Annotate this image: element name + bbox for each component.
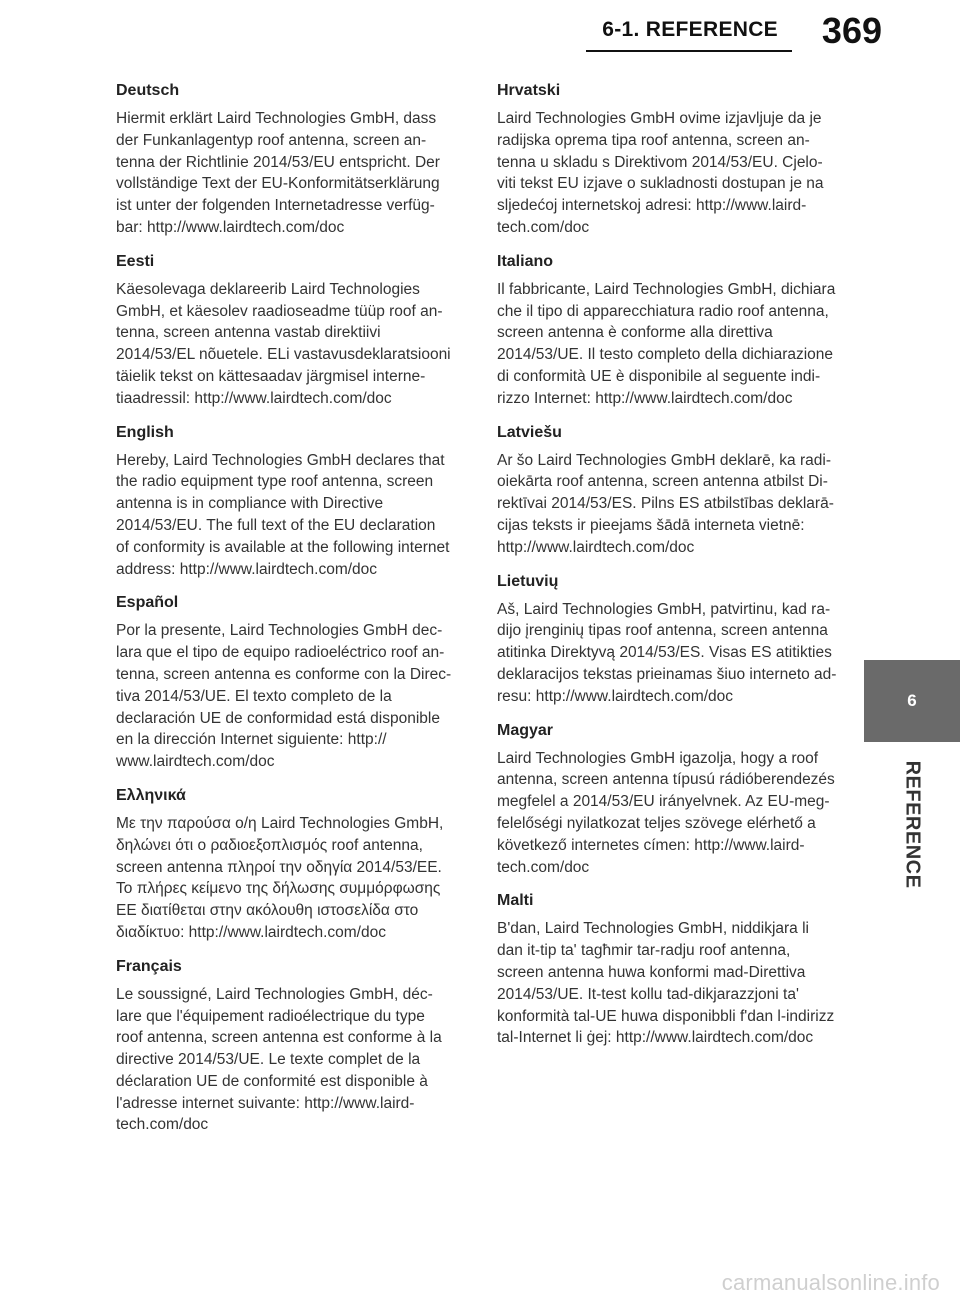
section-eesti xyxy=(116,251,468,410)
section-deutsch xyxy=(116,80,468,239)
section-body: Ar šo Laird Technologies GmbH deklarē, ka radi- oiekārta roof antenna, screen antenna atbilst Di- rektīvai 2014/53/ES. Pilns ES atbilstības deklarā- cijas teksts ir pieejams šādā interneta vietnē: http://www.lairdtech.com/doc xyxy=(497,451,834,556)
section-ellinika xyxy=(116,785,468,944)
right-column xyxy=(497,80,849,1061)
section-english xyxy=(116,422,468,581)
section-heading: Lietuvių xyxy=(497,572,559,590)
section-heading: Hrvatski xyxy=(497,82,561,99)
section-heading: Deutsch xyxy=(116,82,180,99)
section-malti xyxy=(497,890,849,1049)
section-italiano xyxy=(497,251,849,410)
section-body: Με την παρούσα ο/η Laird Technologies GmbH, δηλώνει ότι ο ραδιοεξοπλισμός roof antenna, screen antenna πληροί την οδηγία 2014/53/ΕΕ. Το πλήρες κείμενο της δήλωσης συμμόρφωσης ΕΕ διατίθεται στην ακόλουθη ιστοσελίδα στο διαδίκτυο: http://www.lairdtech.com/doc xyxy=(116,814,444,941)
chapter-number: 6 xyxy=(907,691,917,710)
header-divider xyxy=(586,50,792,52)
left-column xyxy=(116,80,468,1148)
section-body: Il fabbricante, Laird Technologies GmbH, dichiara che il tipo di apparecchiatura radio roof antenna, screen antenna è conforme alla direttiva 2014/53/UE. Il testo completo della dichiarazione di conformità UE è disponibile al seguente indi- rizzo Internet: http://www.lairdtech.com/doc xyxy=(497,280,836,407)
section-body: Käesolevaga deklareerib Laird Technologies GmbH, et käesolev raadioseadme tüüp roof an- tenna, screen antenna vastab direktiivi 2014/53/EL nõuetele. ELi vastavusdeklaratsiooni täielik tekst on kättesaadav järgmisel interne- tiaadressil: http://www.lairdtech.com/doc xyxy=(116,280,451,407)
header-title: 6-1. REFERENCE xyxy=(602,18,778,41)
section-hrvatski xyxy=(497,80,849,239)
section-body: B'dan, Laird Technologies GmbH, niddikjara li dan it-tip ta' tagħmir tar-radju roof antenna, screen antenna huwa konformi mad-Direttiva 2014/53/UE. It-test kollu tad-dikjarazzjoni ta' konformità tal-UE huwa disponibbli f'dan l-indirizz tal-Internet li ġej: http://www.lairdtech.com/doc xyxy=(497,920,835,1047)
section-espanol xyxy=(116,592,468,773)
section-body: Laird Technologies GmbH ovime izjavljuje da je radijska oprema tipa roof antenna, screen an- tenna u skladu s Direktivom 2014/53/EU. Cjelo- viti tekst EU izjave o sukladnosti dostupan je na sljedećoj internetskoj adresi: http://www.laird- tech.com/doc xyxy=(497,110,824,236)
section-body: Hiermit erklärt Laird Technologies GmbH, dass der Funkanlagentyp roof antenna, screen an- tenna der Richtlinie 2014/53/EU entspricht. Der vollständige Text der EU-Konformitätserklärung ist unter der folgenden Internetadresse verfüg- bar: http://www.lairdtech.com/doc xyxy=(116,110,440,236)
page-number: 369 xyxy=(821,10,882,51)
section-heading: Ελληνικά xyxy=(116,786,186,804)
section-body: Laird Technologies GmbH igazolja, hogy a roof antenna, screen antenna típusú rádióberendezés megfelel a 2014/53/EU irányelvnek. Az EU-meg- felelőségi nyilatkozat teljes szövege elérhető a következő internetes címen: http://www.laird- tech.com/doc xyxy=(497,749,835,876)
section-francais xyxy=(116,956,468,1137)
chapter-label: REFERENCE xyxy=(901,760,924,888)
section-heading: Malti xyxy=(497,892,534,910)
section-body: Hereby, Laird Technologies GmbH declares that the radio equipment type roof antenna, screen antenna is in compliance with Directive 2014/53/EU. The full text of the EU declaration of conformity is available at the following internet address: http://www.lairdtech.com/doc xyxy=(116,451,450,578)
section-heading: English xyxy=(116,423,174,441)
watermark: carmanualsonline.info xyxy=(721,1270,940,1295)
chapter-tab xyxy=(864,660,960,742)
section-body: Por la presente, Laird Technologies GmbH dec- lara que el tipo de equipo radioeléctrico roof an- tenna, screen antenna es conforme con la Direc- tiva 2014/53/UE. El texto completo de la declaración UE de conformidad está disponible en la dirección Internet siguiente: http:// www.lairdtech.com/doc xyxy=(116,622,452,771)
section-lietuviu xyxy=(497,571,849,708)
section-heading: Español xyxy=(116,594,179,612)
section-body: Aš, Laird Technologies GmbH, patvirtinu, kad ra- dijo įrenginių tipas roof antenna, screen antenna atitinka Direktyvą 2014/53/ES. Visas ES atitikties deklaracijos tekstas prieinamas šiuo interneto ad- resu: http://www.lairdtech.com/doc xyxy=(497,600,837,705)
section-heading: Français xyxy=(116,957,182,975)
section-heading: Latviešu xyxy=(497,423,562,441)
section-heading: Magyar xyxy=(497,721,554,739)
section-heading: Eesti xyxy=(116,252,155,270)
section-heading: Italiano xyxy=(497,252,554,270)
chapter-side-label xyxy=(888,754,936,894)
section-latviesu xyxy=(497,422,849,559)
section-magyar xyxy=(497,720,849,879)
section-body: Le soussigné, Laird Technologies GmbH, déc- lare que l'équipement radioélectrique du type roof antenna, screen antenna est conforme à la directive 2014/53/UE. Le texte complet de la déclaration UE de conformité est disponible à l'adresse internet suivante: http://www.laird- tech.com/doc xyxy=(116,985,442,1134)
